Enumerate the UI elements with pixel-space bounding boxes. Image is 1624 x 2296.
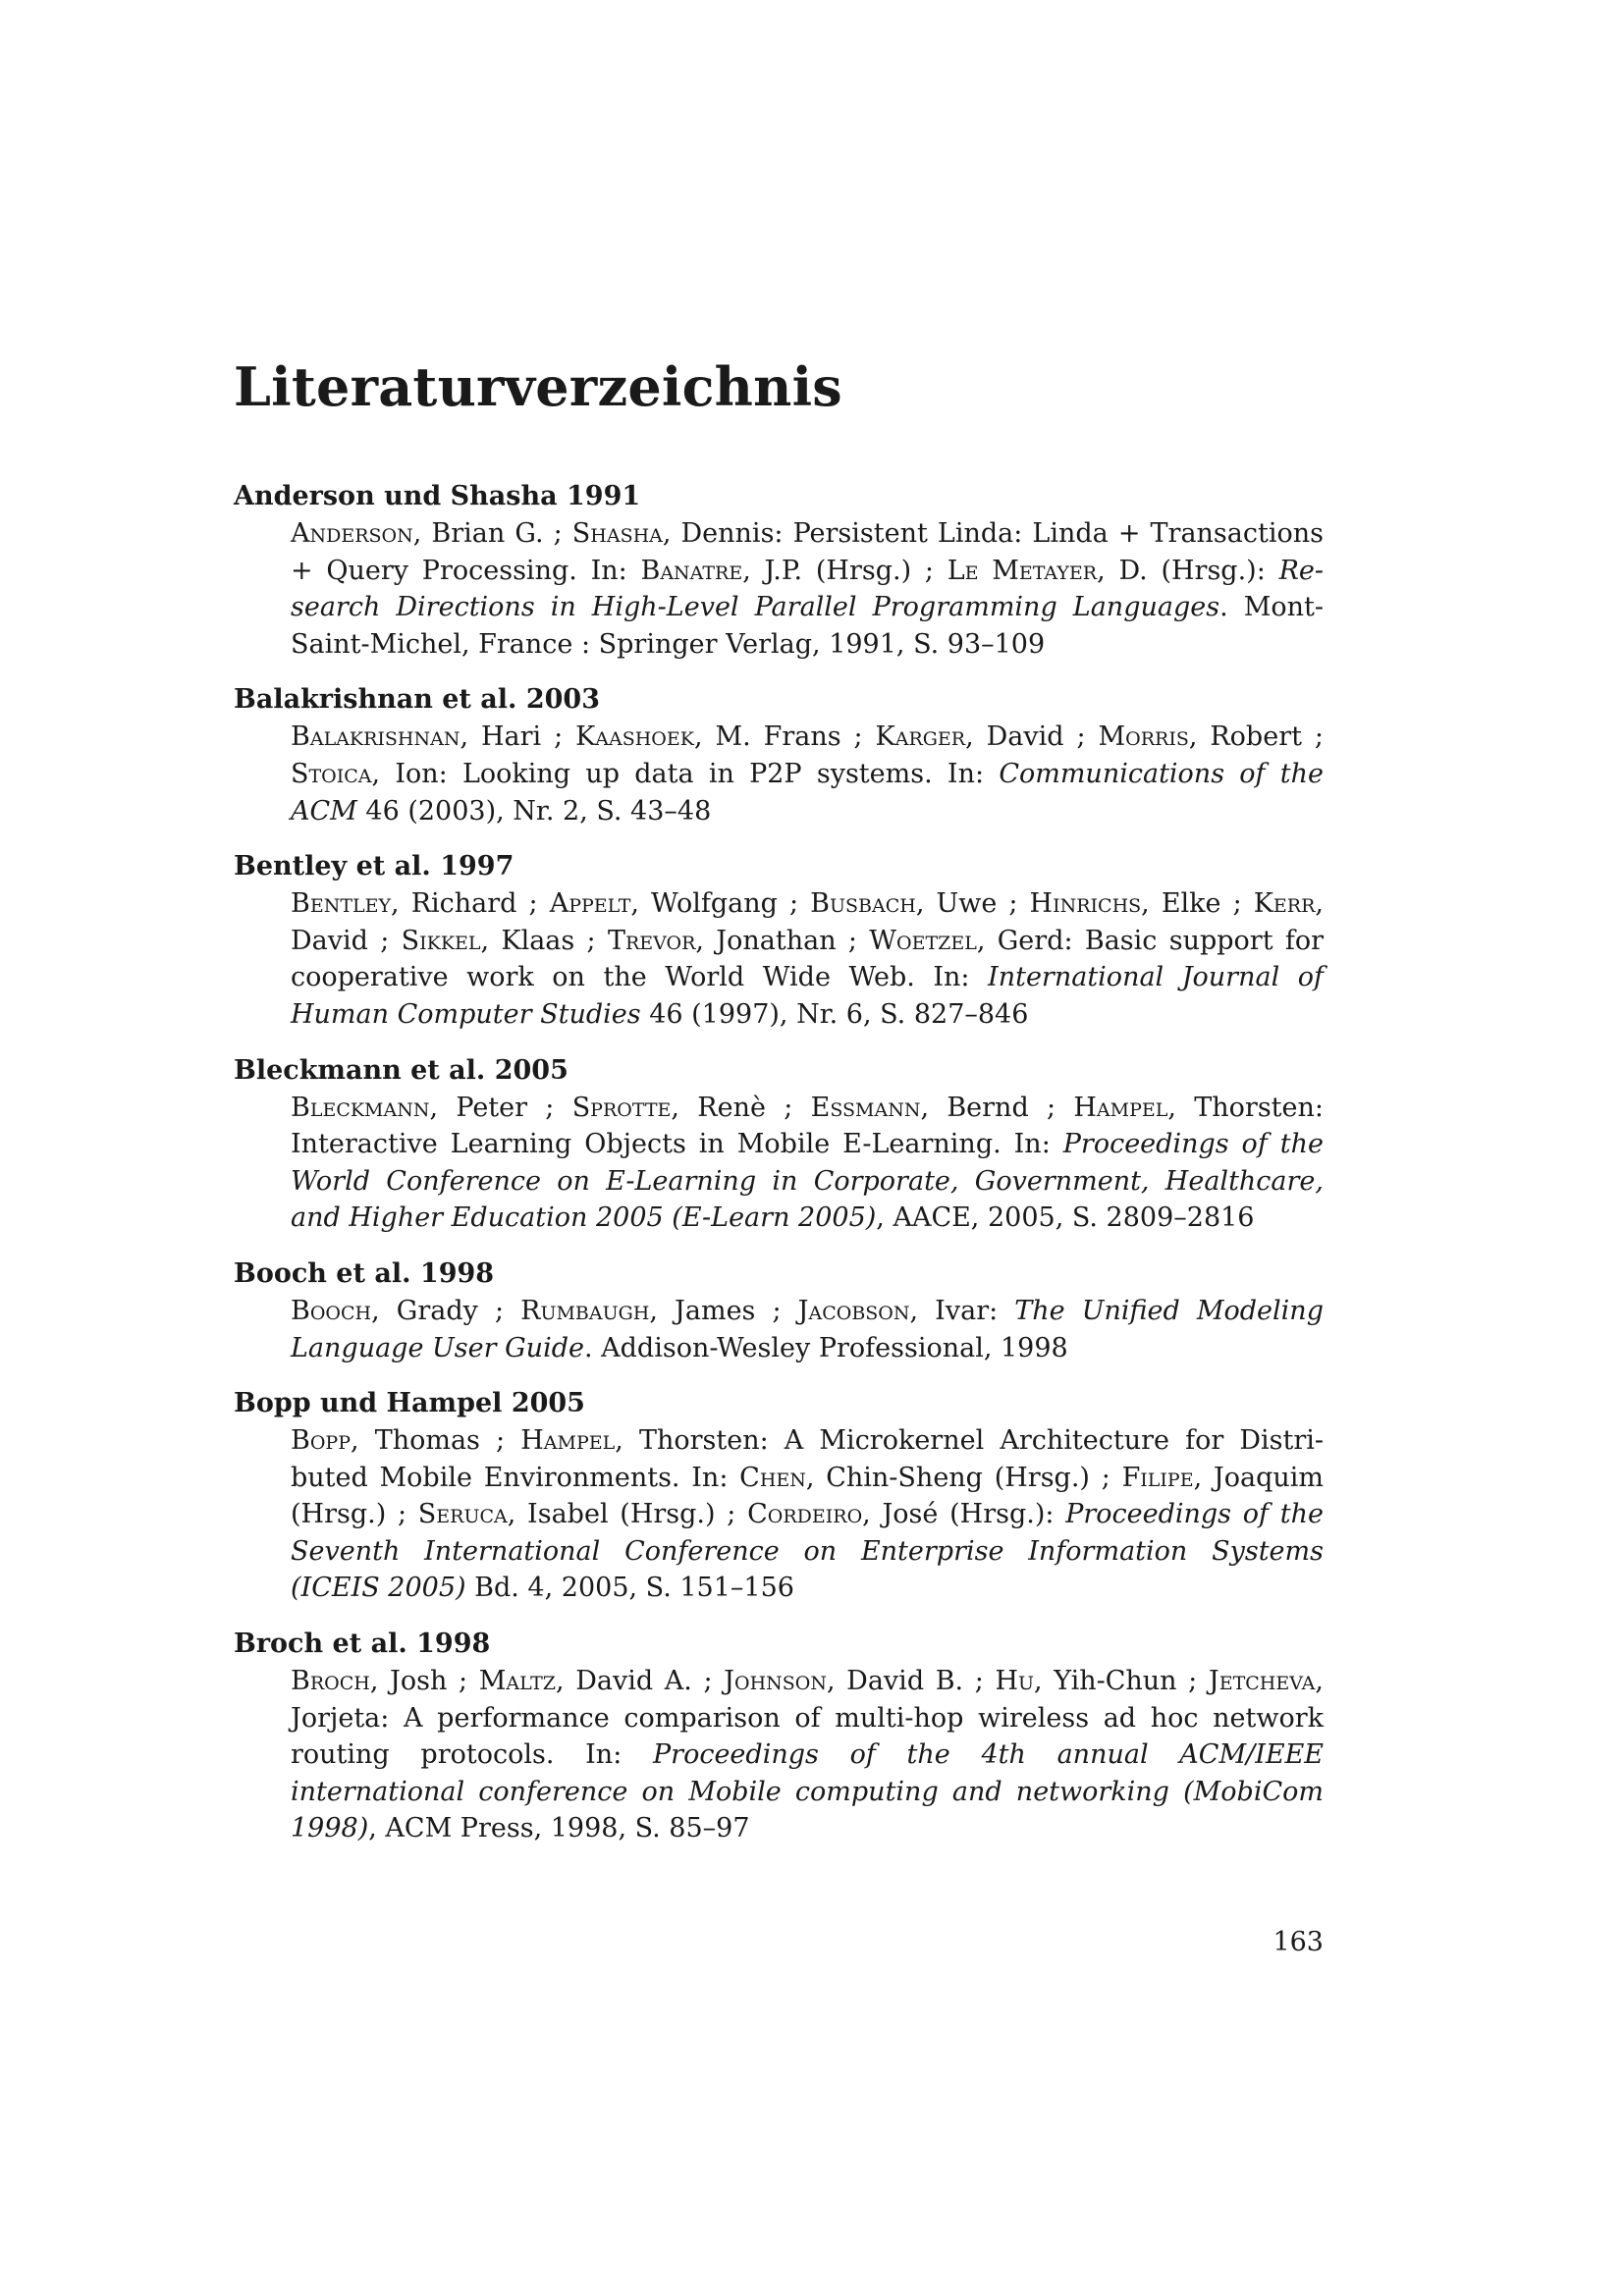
bib-entry [234, 1626, 1324, 1847]
bib-entry-key: Balakrishnan et al. 2003 [234, 684, 600, 716]
author-surname: Shasha [571, 518, 663, 549]
page-number: 163 [1272, 1927, 1324, 1957]
citation-text: . Mont-Saint-Michel, France : Springer Verlag, 1991, S. 93–109 [291, 592, 1324, 660]
author-surname: Filipe [1121, 1462, 1194, 1493]
author-surname: Sikkel [401, 925, 481, 956]
citation-text: , Hari ; [460, 721, 576, 753]
author-surname: Cordeiro [747, 1499, 863, 1530]
page [234, 0, 1324, 2296]
citation-text: , Robert ; [1188, 721, 1324, 753]
bib-entry-key: Broch et al. 1998 [234, 1629, 491, 1660]
bib-entry-key: Bentley et al. 1997 [234, 851, 514, 882]
author-surname: Hinrichs [1029, 888, 1142, 920]
publication-title: Proceedings of the World Conference on E-Learning in Corporate, Government, Healthcare, and Higher Education 2005 (E-Learn 2005) [291, 1129, 1324, 1234]
bib-entry [234, 848, 1324, 1033]
citation-text: , Josh ; [369, 1666, 479, 1697]
citation-text: , Brian G. ; [412, 518, 572, 549]
bib-entry-key: Anderson und Shasha 1991 [234, 481, 641, 511]
author-surname: Rumbaugh [520, 1295, 650, 1326]
publication-title: The Unified Modeling Language User Guide [291, 1295, 1324, 1363]
author-surname: Hampel [1073, 1092, 1168, 1123]
bib-entry-text [291, 515, 1324, 663]
citation-text: , Uwe ; [915, 888, 1030, 920]
citation-text: . Addison-Wesley Professional, 1998 [583, 1332, 1068, 1363]
bib-entry-text [291, 1422, 1324, 1607]
author-surname: Balakrishnan [291, 721, 460, 753]
citation-text: , David B. ; [826, 1666, 996, 1697]
author-surname: Hampel [520, 1425, 616, 1457]
publication-title: Proceedings of the Seventh International Conference on Enterprise Information Systems (ICEIS 2005) [291, 1499, 1324, 1604]
citation-text: , J.P. (Hrsg.) ; [742, 555, 947, 586]
citation-text: , Jorjeta: A performance comparison of multi-hop wireless ad hoc network routing protocols. In: [291, 1666, 1324, 1771]
citation-text: Bd. 4, 2005, S. 151–156 [465, 1573, 794, 1604]
bib-entry [234, 681, 1324, 829]
bib-entry-text [291, 1090, 1324, 1237]
author-surname: Maltz [478, 1666, 557, 1697]
author-surname: Seruca [417, 1499, 508, 1530]
bib-entry [234, 478, 1324, 663]
author-surname: Appelt [549, 888, 631, 920]
author-surname: Morris [1098, 721, 1189, 753]
author-surname: Kaashoek [575, 721, 694, 753]
citation-text: , Thorsten: Interactive Learning Objects in Mobile E-Learning. In: [291, 1092, 1324, 1160]
citation-text: , Bernd ; [920, 1092, 1074, 1123]
author-surname: Chen [739, 1462, 806, 1493]
citation-text: , D. (Hrsg.): [1097, 555, 1279, 586]
publication-title: Communications of the ACM [291, 758, 1324, 827]
citation-text: , Grady ; [371, 1295, 521, 1326]
author-surname: Essmann [810, 1092, 921, 1123]
bib-entry-key: Bopp und Hampel 2005 [234, 1388, 585, 1419]
citation-text: , AACE, 2005, S. 2809–2816 [876, 1202, 1255, 1234]
author-surname: Woetzel [869, 925, 977, 956]
bib-entry-text [291, 885, 1324, 1033]
citation-text: , Jonathan ; [695, 925, 870, 956]
citation-text: , Yih-Chun ; [1034, 1666, 1209, 1697]
author-surname: Karger [875, 721, 966, 753]
author-surname: Trevor [607, 925, 696, 956]
citation-text: , Richard ; [391, 888, 550, 920]
citation-text: 46 (2003), Nr. 2, S. 43–48 [356, 795, 712, 827]
author-surname: Bentley [291, 888, 392, 920]
author-surname: Jacobson [797, 1295, 910, 1326]
citation-text: , Thomas ; [351, 1425, 521, 1457]
author-surname: Bleckmann [291, 1092, 430, 1123]
author-surname: Broch [291, 1666, 370, 1697]
citation-text: , M. Frans ; [693, 721, 876, 753]
citation-text: 46 (1997), Nr. 6, S. 827–846 [640, 998, 1029, 1030]
citation-text: , Gerd: Basic support for cooperative work on the World Wide Web. In: [291, 925, 1325, 993]
bib-entry [234, 1255, 1324, 1366]
citation-text: , David ; [965, 721, 1099, 753]
publication-title: Proceedings of the 4th annual ACM/IEEE international conference on Mobile computing and networking (MobiCom 1998) [291, 1739, 1324, 1844]
author-surname: Hu [995, 1666, 1035, 1697]
bib-entry-text [291, 1663, 1324, 1847]
citation-text: , Ivar: [909, 1295, 1015, 1326]
citation-text: , Klaas ; [480, 925, 608, 956]
citation-text: , José (Hrsg.): [862, 1499, 1066, 1530]
citation-text: , Chin-Sheng (Hrsg.) ; [805, 1462, 1122, 1493]
citation-text: , Renè ; [671, 1092, 811, 1123]
bib-entry [234, 1385, 1324, 1607]
author-surname: Kerr [1253, 888, 1316, 920]
author-surname: Le Metayer [947, 555, 1098, 586]
citation-text: , Dennis: Persistent Linda: Linda + Transactions + Query Processing. In: [291, 518, 1324, 586]
bibliography-list [234, 478, 1324, 1866]
citation-text: , James ; [649, 1295, 798, 1326]
author-surname: Banatre [640, 555, 743, 586]
publication-title: International Journal of Human Computer Studies [291, 962, 1324, 1030]
chapter-title: Literaturverzeichnis [234, 355, 842, 418]
bib-entry [234, 1052, 1324, 1237]
citation-text: , Joaquim (Hrsg.) ; [291, 1462, 1324, 1530]
citation-text: , Elke ; [1141, 888, 1254, 920]
citation-text: , David ; [291, 888, 1324, 956]
author-surname: Anderson [291, 518, 413, 549]
author-surname: Johnson [724, 1666, 827, 1697]
author-surname: Stoica [291, 758, 372, 789]
citation-text: , Isabel (Hrsg.) ; [507, 1499, 748, 1530]
author-surname: Booch [291, 1295, 372, 1326]
publication-title: Research Directions in High-Level Parallel Programming Languages [291, 555, 1324, 623]
author-surname: Sprotte [571, 1092, 672, 1123]
author-surname: Busbach [810, 888, 916, 920]
author-surname: Jetcheva [1208, 1666, 1316, 1697]
bib-entry-text [291, 1293, 1324, 1366]
bib-entry-key: Bleckmann et al. 2005 [234, 1054, 568, 1086]
bib-entry-key: Booch et al. 1998 [234, 1257, 495, 1289]
citation-text: , Wolfgang ; [630, 888, 811, 920]
citation-text: , Peter ; [429, 1092, 572, 1123]
citation-text: , David A. ; [556, 1666, 725, 1697]
citation-text: , ACM Press, 1998, S. 85–97 [368, 1813, 750, 1844]
bib-entry-text [291, 719, 1324, 829]
citation-text: , Thorsten: A Microkernel Architecture for Distributed Mobile Environments. In: [291, 1425, 1325, 1493]
citation-text: , Ion: Looking up data in P2P systems. In: [371, 758, 1000, 789]
author-surname: Bopp [291, 1425, 351, 1457]
